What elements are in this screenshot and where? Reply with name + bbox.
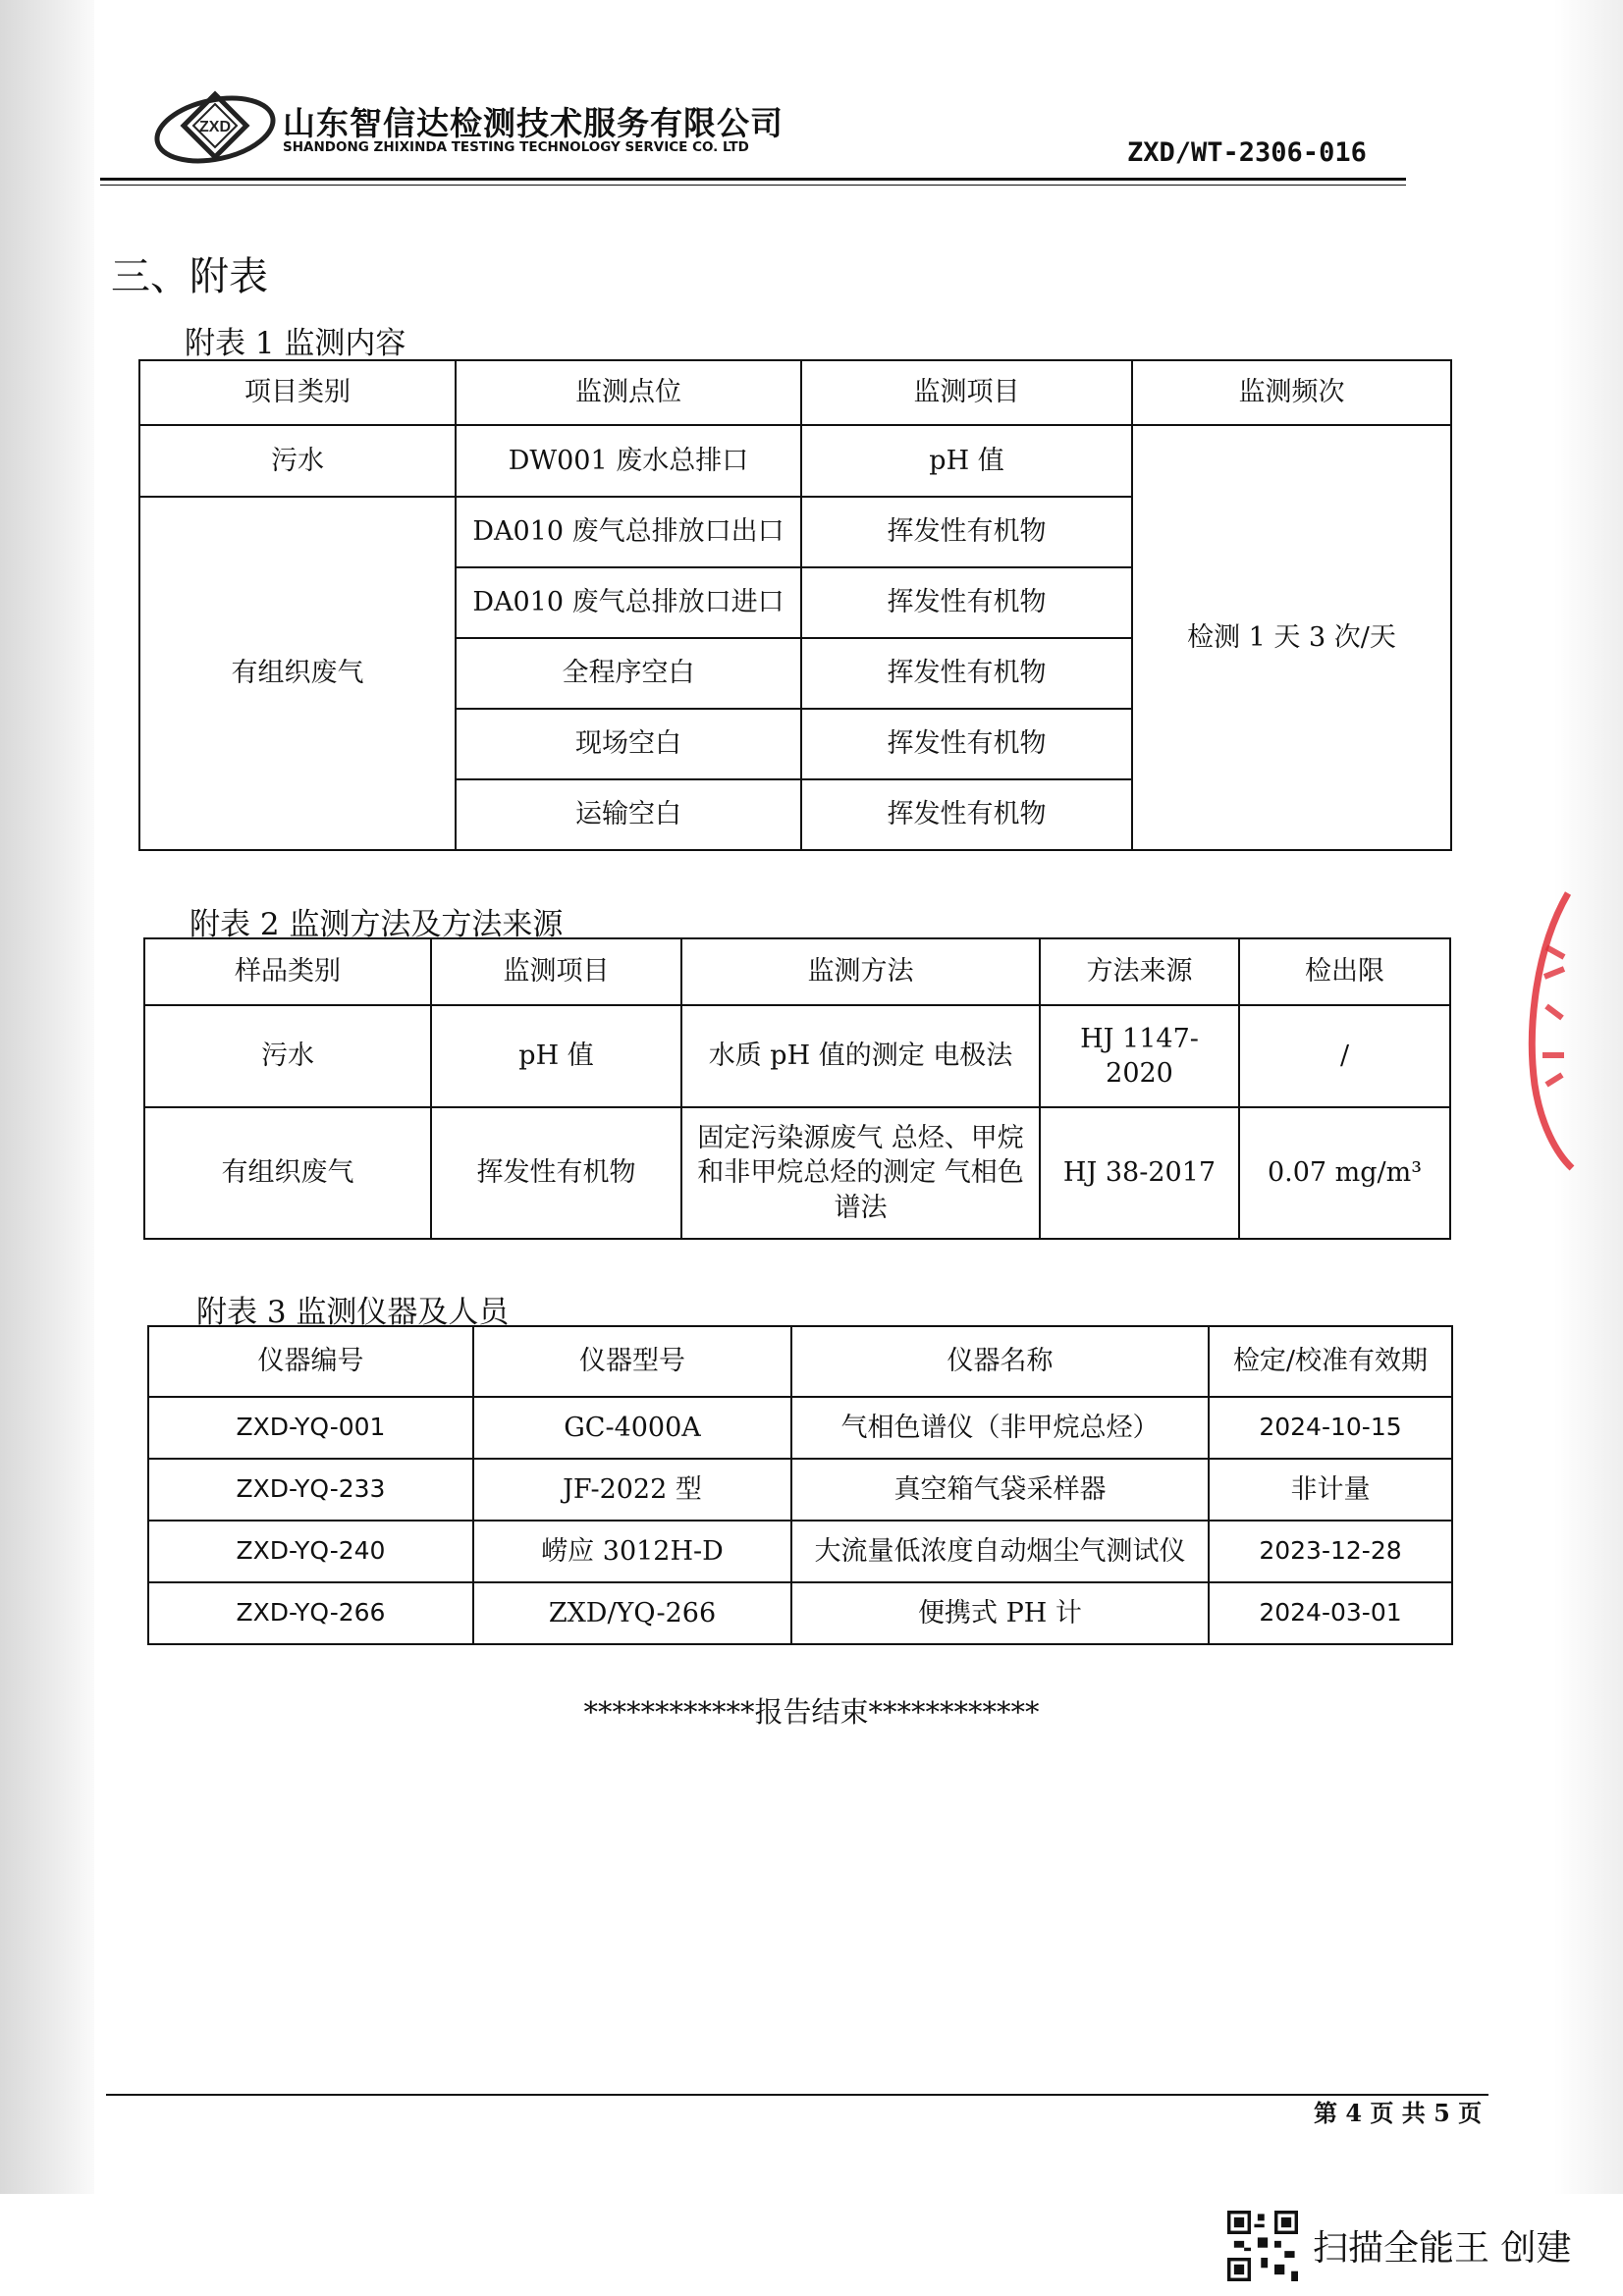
validity-cell: 2023-12-28 bbox=[1209, 1521, 1452, 1582]
header-cell: 仪器型号 bbox=[473, 1326, 791, 1397]
item-cell: pH 值 bbox=[431, 1005, 681, 1107]
header-cell: 样品类别 bbox=[144, 938, 431, 1005]
header-cell: 仪器编号 bbox=[148, 1326, 473, 1397]
company-logo-icon bbox=[152, 86, 290, 167]
instrument-model-cell: 崂应 3012H-D bbox=[473, 1521, 791, 1582]
document-number: ZXD/WT-2306-016 bbox=[1127, 137, 1367, 168]
instrument-name-cell: 大流量低浓度自动烟尘气测试仪 bbox=[791, 1521, 1209, 1582]
table-row bbox=[144, 1005, 1450, 1107]
header-cell: 监测点位 bbox=[456, 360, 801, 425]
header-rule bbox=[100, 178, 1406, 181]
item-cell: pH 值 bbox=[801, 425, 1132, 497]
instrument-name-cell: 真空箱气袋采样器 bbox=[791, 1459, 1209, 1521]
header-cell: 检定/校准有效期 bbox=[1209, 1326, 1452, 1397]
category-cell: 污水 bbox=[139, 425, 456, 497]
item-cell: 挥发性有机物 bbox=[801, 567, 1132, 638]
table-monitoring-methods bbox=[143, 937, 1451, 1240]
header-cell: 监测项目 bbox=[801, 360, 1132, 425]
table-row bbox=[139, 425, 1451, 497]
qr-code-icon bbox=[1227, 2211, 1298, 2281]
validity-cell: 非计量 bbox=[1209, 1459, 1452, 1521]
method-cell: 水质 pH 值的测定 电极法 bbox=[681, 1005, 1040, 1107]
red-seal-stamp-icon bbox=[1517, 888, 1576, 1173]
header-cell: 监测方法 bbox=[681, 938, 1040, 1005]
instrument-name-cell: 气相色谱仪（非甲烷总烃） bbox=[791, 1397, 1209, 1459]
point-cell: DA010 废气总排放口进口 bbox=[456, 567, 801, 638]
category-cell: 有组织废气 bbox=[144, 1107, 431, 1239]
item-cell: 挥发性有机物 bbox=[801, 638, 1132, 709]
validity-cell: 2024-10-15 bbox=[1209, 1397, 1452, 1459]
table2-caption: 附表 2 监测方法及方法来源 bbox=[189, 907, 564, 942]
svg-text:ZXD: ZXD bbox=[199, 119, 231, 135]
source-cell: HJ 38-2017 bbox=[1040, 1107, 1239, 1239]
instrument-name-cell: 便携式 PH 计 bbox=[791, 1582, 1209, 1644]
point-cell: 现场空白 bbox=[456, 709, 801, 779]
header-cell: 方法来源 bbox=[1040, 938, 1239, 1005]
category-cell: 污水 bbox=[144, 1005, 431, 1107]
header-rule-thin bbox=[100, 185, 1406, 186]
instrument-id-cell: ZXD-YQ-233 bbox=[148, 1459, 473, 1521]
instrument-id-cell: ZXD-YQ-001 bbox=[148, 1397, 473, 1459]
source-cell: HJ 1147-2020 bbox=[1040, 1005, 1239, 1107]
header-cell: 检出限 bbox=[1239, 938, 1450, 1005]
scanner-watermark: 扫描全能王 创建 bbox=[1313, 2228, 1572, 2269]
scan-left-edge bbox=[0, 0, 94, 2194]
item-cell: 挥发性有机物 bbox=[801, 779, 1132, 850]
validity-cell: 2024-03-01 bbox=[1209, 1582, 1452, 1644]
table-instruments bbox=[147, 1325, 1453, 1645]
page-number: 第 4 页 共 5 页 bbox=[1314, 2099, 1483, 2127]
instrument-model-cell: ZXD/YQ-266 bbox=[473, 1582, 791, 1644]
instrument-id-cell: ZXD-YQ-266 bbox=[148, 1582, 473, 1644]
company-name-cn: 山东智信达检测技术服务有限公司 bbox=[283, 104, 784, 142]
item-cell: 挥发性有机物 bbox=[801, 497, 1132, 567]
frequency-cell: 检测 1 天 3 次/天 bbox=[1132, 425, 1451, 850]
header-cell: 项目类别 bbox=[139, 360, 456, 425]
table-row bbox=[148, 1397, 1452, 1459]
table-monitoring-content bbox=[138, 359, 1452, 851]
point-cell: DA010 废气总排放口出口 bbox=[456, 497, 801, 567]
header-cell: 仪器名称 bbox=[791, 1326, 1209, 1397]
table3-caption: 附表 3 监测仪器及人员 bbox=[196, 1295, 510, 1330]
table-header-row bbox=[148, 1326, 1452, 1397]
footer-rule bbox=[106, 2094, 1488, 2096]
table-header-row bbox=[144, 938, 1450, 1005]
header-cell: 监测项目 bbox=[431, 938, 681, 1005]
table-row bbox=[148, 1582, 1452, 1644]
point-cell: 全程序空白 bbox=[456, 638, 801, 709]
report-end-mark: ************报告结束************ bbox=[583, 1695, 1040, 1729]
table1-caption: 附表 1 监测内容 bbox=[185, 326, 406, 361]
instrument-id-cell: ZXD-YQ-240 bbox=[148, 1521, 473, 1582]
table-header-row bbox=[139, 360, 1451, 425]
limit-cell: 0.07 mg/m³ bbox=[1239, 1107, 1450, 1239]
item-cell: 挥发性有机物 bbox=[801, 709, 1132, 779]
company-name-en: SHANDONG ZHIXINDA TESTING TECHNOLOGY SERVICE CO. LTD bbox=[283, 139, 749, 155]
table-row bbox=[148, 1521, 1452, 1582]
instrument-model-cell: GC-4000A bbox=[473, 1397, 791, 1459]
point-cell: 运输空白 bbox=[456, 779, 801, 850]
item-cell: 挥发性有机物 bbox=[431, 1107, 681, 1239]
limit-cell: / bbox=[1239, 1005, 1450, 1107]
category-cell: 有组织废气 bbox=[139, 497, 456, 850]
method-cell: 固定污染源废气 总烃、甲烷和非甲烷总烃的测定 气相色谱法 bbox=[681, 1107, 1040, 1239]
point-cell: DW001 废水总排口 bbox=[456, 425, 801, 497]
section-title: 三、附表 bbox=[111, 254, 268, 299]
table-row bbox=[148, 1459, 1452, 1521]
table-row bbox=[144, 1107, 1450, 1239]
header-cell: 监测频次 bbox=[1132, 360, 1451, 425]
instrument-model-cell: JF-2022 型 bbox=[473, 1459, 791, 1521]
